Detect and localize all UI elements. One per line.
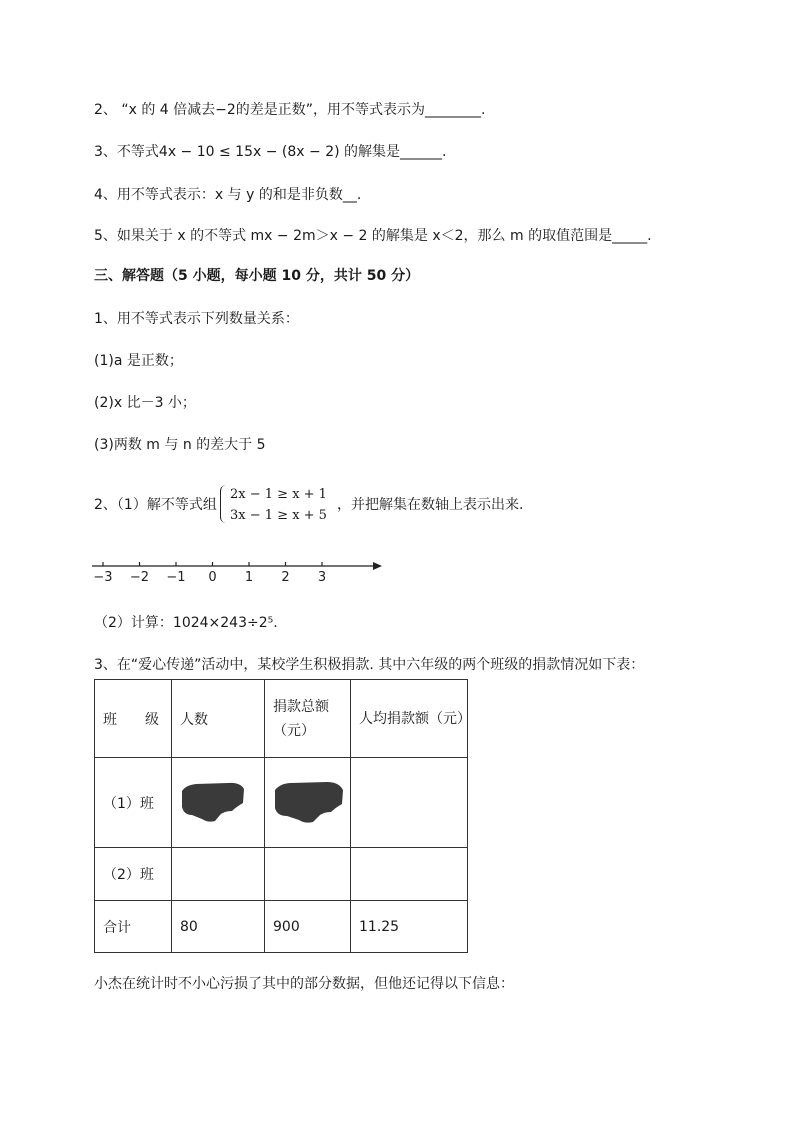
system-brace — [220, 485, 227, 523]
header-class: 班 级 — [95, 680, 172, 758]
q2-prefix: 2、（1）解不等式组 — [94, 497, 217, 513]
tick-label: 0 — [208, 570, 217, 585]
ink-blot-icon — [273, 780, 345, 826]
row-total — [265, 848, 351, 901]
closing-text: 小杰在统计时不小心污损了其中的部分数据，但他还记得以下信息： — [94, 976, 514, 992]
question-5: 5、如果关于 x 的不等式 mx − 2m＞x − 2 的解集是 x＜2，那么 m 的取值范围是_____. — [94, 228, 652, 244]
row-label: （1）班 — [95, 758, 172, 848]
question-2: 2、 “x 的 4 倍减去−2的差是正数”，用不等式表示为________. — [94, 102, 486, 118]
table-row — [95, 848, 468, 901]
question-3: 3、不等式4x − 10 ≤ 15x − (8x − 2) 的解集是______. — [94, 144, 447, 160]
row-avg — [351, 848, 468, 901]
table-header-row — [95, 680, 468, 758]
row-label: （2）班 — [95, 848, 172, 901]
system-eq-2: 3x − 1 ≥ x + 5 — [230, 508, 327, 523]
q2-part-2: （2）计算：1024×243÷2⁵. — [94, 615, 278, 631]
row-people: 80 — [172, 901, 265, 953]
question-4: 4、用不等式表示：x 与 y 的和是非负数__. — [94, 187, 362, 203]
section-title: 三、解答题（5 小题，每小题 10 分，共计 50 分） — [94, 268, 420, 284]
tick-label: −3 — [93, 570, 113, 585]
table-row — [95, 758, 468, 848]
donation-table — [94, 679, 471, 953]
tick-label: −1 — [166, 570, 186, 585]
tick-label: 3 — [317, 570, 327, 585]
row-people — [172, 848, 265, 901]
ink-blot-icon — [180, 781, 246, 825]
header-total: 捐款总额（元） — [265, 680, 351, 758]
table-row — [95, 901, 468, 953]
tick-label: 1 — [244, 570, 254, 585]
q1-intro: 1、用不等式表示下列数量关系： — [94, 311, 299, 327]
tick-label: 2 — [281, 570, 290, 585]
row-avg — [351, 758, 468, 848]
q1-part-2: (2)x 比－3 小； — [94, 395, 196, 411]
tick-label: −2 — [129, 570, 150, 585]
q1-part-1: (1)a 是正数； — [94, 353, 183, 369]
row-avg: 11.25 — [351, 901, 468, 953]
system-eq-1: 2x − 1 ≥ x + 1 — [230, 487, 327, 502]
row-people-smudged — [172, 758, 265, 848]
row-label: 合计 — [95, 901, 172, 953]
row-total: 900 — [265, 901, 351, 953]
header-avg: 人均捐款额（元） — [351, 680, 468, 758]
q3-intro: 3、在“爱心传递”活动中，某校学生积极捐款. 其中六年级的两个班级的捐款情况如下表： — [94, 657, 645, 673]
number-line — [90, 556, 390, 588]
q2-suffix: ，并把解集在数轴上表示出来. — [337, 497, 524, 513]
q1-part-3: (3)两数 m 与 n 的差大于 5 — [94, 437, 266, 453]
header-people: 人数 — [172, 680, 265, 758]
row-total-smudged — [265, 758, 351, 848]
